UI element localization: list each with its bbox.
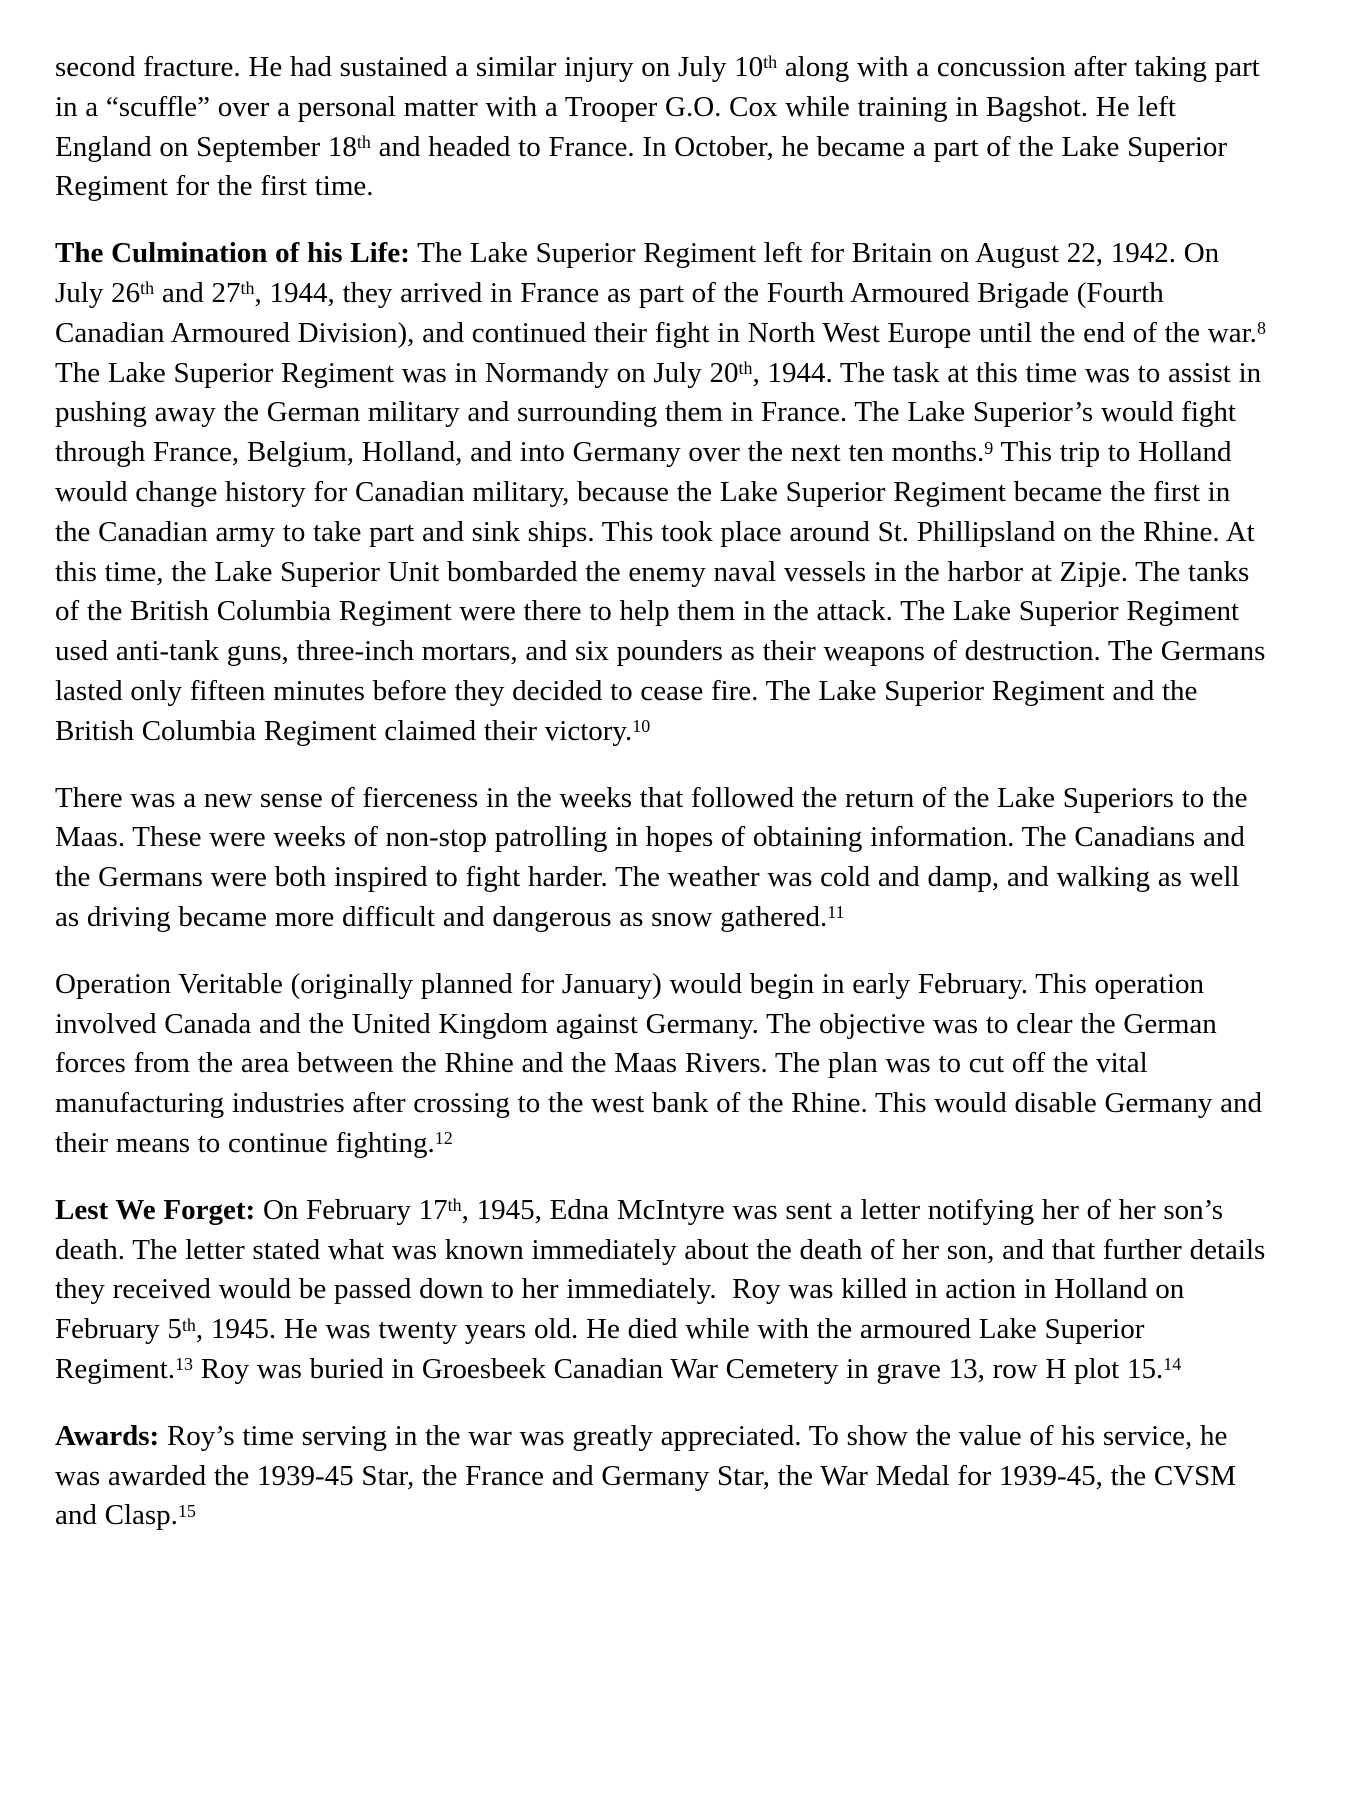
section-lead-in: The Culmination of his Life:	[55, 237, 410, 270]
text-run: , 1945, Edna McIntyre was sent a letter notifying her of her son’s death. The letter stated what was known immediately about the death of her son, and that further details they received would be passed down to her immediately. Roy was killed in action in Holland on February 5	[55, 1193, 1274, 1346]
footnote-ref: 12	[434, 1128, 453, 1149]
paragraph	[55, 779, 1270, 938]
text-run: The Lake Superior Regiment left for Britain on August 22, 1942. On July 26	[55, 237, 1227, 309]
text-run: and headed to France. In October, he became a part of the Lake Superior Regiment for the first time.	[55, 130, 1235, 203]
ordinal-suffix: th	[356, 132, 371, 153]
text-run: Roy’s time serving in the war was greatly appreciated. To show the value of his service, he was awarded the 1939-45 Star, the France and Germany Star, the War Medal for 1939-45, the CVSM and Clasp.	[55, 1419, 1244, 1532]
footnote-ref: 11	[827, 902, 845, 923]
paragraph	[55, 965, 1270, 1164]
text-run: along with a concussion after taking part in a “scuffle” over a personal matter with a Trooper G.O. Cox while training in Bagshot. He left England on September 18	[55, 51, 1268, 163]
footnote-ref: 8	[1256, 318, 1266, 339]
section-lead-in: Lest We Forget:	[55, 1193, 256, 1226]
text-run: This trip to Holland would change history for Canadian military, because the Lake Superior Regiment became the first in the Canadian army to take part and sink ships. This took place around St. Phillipsland on the Rhine. At this time, the Lake Superior Unit bombarded the enemy naval vessels in the harbor at Zipje. The tanks of the British Columbia Regiment were there to help them in the attack. The Lake Superior Regiment used anti-tank guns, three-inch mortars, and six pounders as their weapons of destruction. The Germans lasted only fifteen minutes before they decided to cease fire. The Lake Superior Regiment and the British Columbia Regiment claimed their victory.	[55, 436, 1274, 747]
ordinal-suffix: th	[140, 278, 155, 299]
paragraph	[55, 1417, 1270, 1536]
paragraph	[55, 48, 1270, 207]
text-run: , 1945. He was twenty years old. He died while with the armoured Lake Superior Regiment.	[55, 1313, 1153, 1385]
ordinal-suffix: th	[738, 358, 753, 379]
text-run: second fracture. He had sustained a similar injury on July 10	[55, 51, 764, 83]
text-run: , 1944. The task at this time was to assist in pushing away the German military and surrounding them in France. The Lake Superior’s would fight through France, Belgium, Holland, and into Germany over the next ten months.	[55, 356, 1269, 469]
paragraph	[55, 1191, 1274, 1390]
ordinal-suffix: th	[181, 1314, 196, 1335]
text-run: and 27	[154, 276, 241, 309]
paragraph	[55, 234, 1274, 751]
ordinal-suffix: th	[763, 52, 778, 73]
footnote-ref: 10	[632, 716, 651, 737]
ordinal-suffix: th	[240, 278, 255, 299]
text-run: , 1944, they arrived in France as part of the Fourth Armoured Brigade (Fourth Canadian Armoured Division), and continued their fight in North West Europe until the end of the war.	[55, 276, 1257, 349]
footnote-ref: 14	[1163, 1354, 1182, 1375]
footnote-ref: 13	[175, 1354, 193, 1375]
footnote-ref: 9	[984, 437, 994, 458]
ordinal-suffix: th	[447, 1195, 462, 1216]
text-run: There was a new sense of fierceness in the weeks that followed the return of the Lake Superiors to the Maas. These were weeks of non-stop patrolling in hopes of obtaining information. The Canadians and the Germans were both inspired to fight harder. The weather was cold and damp, and walking as well as driving became more difficult and dangerous as snow gathered.	[55, 781, 1256, 933]
text-run: Roy was buried in Groesbeek Canadian War Cemetery in grave 13, row H plot 15.	[192, 1352, 1164, 1385]
text-run: Operation Veritable (originally planned for January) would begin in early February. This operation involved Canada and the United Kingdom against Germany. The objective was to clear the German forces from the area between the Rhine and the Maas Rivers. The plan was to cut off the vital manufacturing industries after crossing to the west bank of the Rhine. This would disable Germany and their means to continue fighting.	[55, 967, 1270, 1159]
text-run: The Lake Superior Regiment was in Normandy on July 20	[55, 316, 1274, 389]
footnote-ref: 15	[177, 1500, 196, 1521]
text-run: On February 17	[255, 1193, 448, 1226]
document-body	[55, 48, 1274, 1536]
section-lead-in: Awards:	[55, 1419, 160, 1452]
